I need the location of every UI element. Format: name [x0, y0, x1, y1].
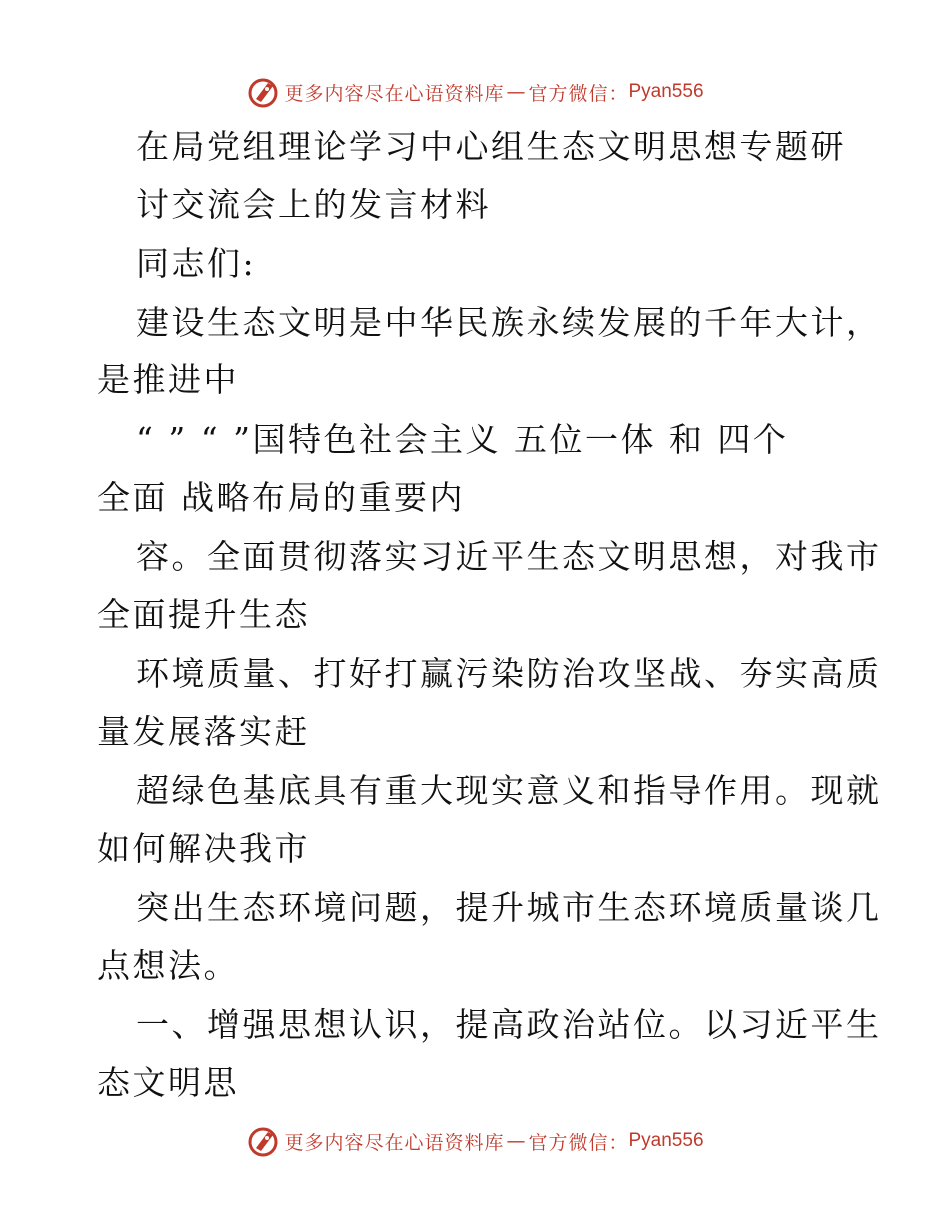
body-line: 一、增强思想认识，提高政治站位。以习近平生: [136, 1005, 882, 1044]
body-line: 全面提升生态: [97, 595, 310, 634]
body-line: 全面 战略布局的重要内: [97, 478, 465, 517]
doc-title-line-1: 在局党组理论学习中心组生态文明思想专题研: [136, 127, 846, 166]
body-line: 容。全面贯彻落实习近平生态文明思想，对我市: [136, 537, 882, 576]
body-line: 突出生态环境问题，提升城市生态环境质量谈几: [136, 888, 882, 927]
body-line: “ ” “ ”国特色社会主义 五位一体 和 四个: [136, 420, 789, 459]
body-line: 是推进中: [97, 360, 239, 399]
watermark-text: 更多内容尽在心语资料库: [284, 1131, 505, 1154]
body-line: 态文明思: [97, 1063, 239, 1102]
body-line: 点想法。: [97, 946, 239, 985]
watermark-handle: Pyan556: [628, 81, 704, 102]
body-line: 建设生态文明是中华民族永续发展的千年大计，: [136, 303, 882, 342]
watermark-separator: —: [506, 81, 527, 103]
pen-nib-logo-icon: [246, 1124, 280, 1158]
watermark-text: 更多内容尽在心语资料库: [284, 82, 505, 105]
body-line: 环境质量、打好打赢污染防治攻坚战、夯实高质: [136, 654, 882, 693]
watermark-header: [0, 72, 950, 112]
watermark-footer: [0, 1121, 950, 1161]
watermark-suffix: 官方微信：: [528, 82, 629, 105]
body-line: 量发展落实赶: [97, 712, 310, 751]
doc-salutation: 同志们:: [136, 244, 257, 283]
pen-nib-logo-icon: [246, 75, 280, 109]
watermark-suffix: 官方微信：: [528, 1131, 629, 1154]
watermark-handle: Pyan556: [628, 1130, 704, 1151]
body-line: 如何解决我市: [97, 829, 310, 868]
body-line: 超绿色基底具有重大现实意义和指导作用。现就: [136, 771, 882, 810]
watermark-separator: —: [506, 1130, 527, 1152]
doc-title-line-2: 讨交流会上的发言材料: [136, 185, 491, 224]
